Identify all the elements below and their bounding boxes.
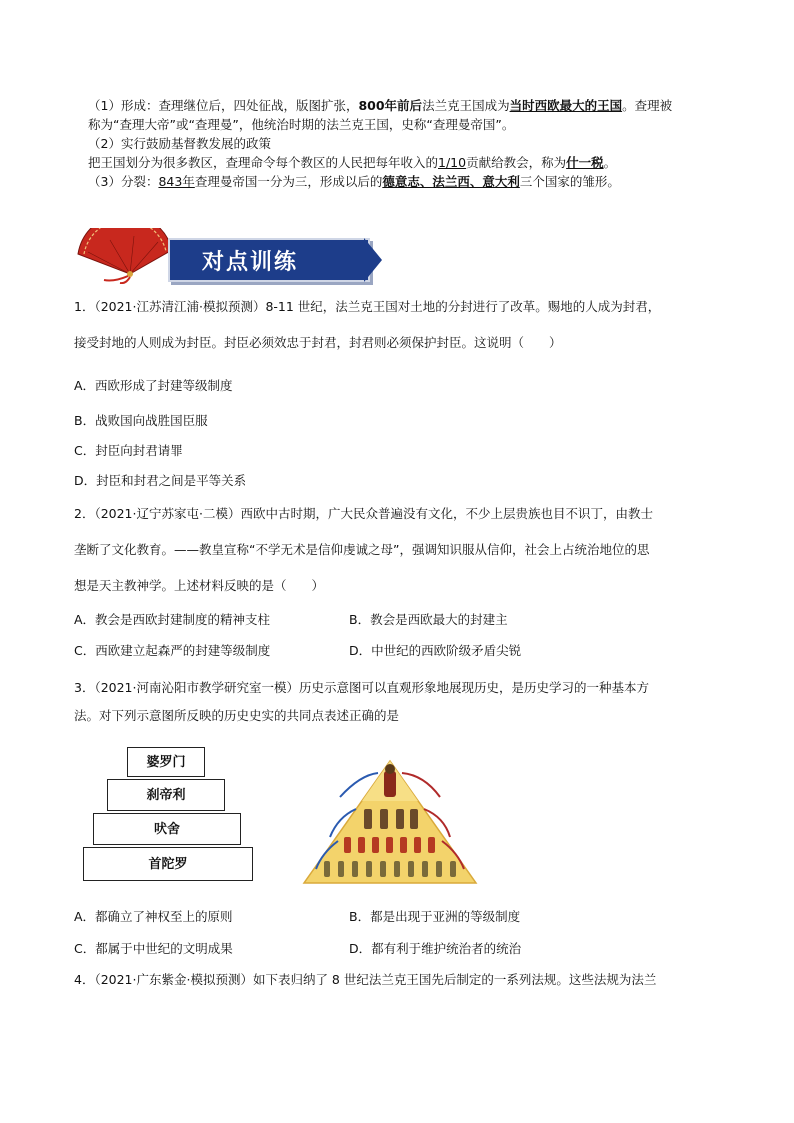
feudal-hierarchy-pyramid-image (300, 757, 480, 887)
highlight: 德意志、法兰西、意大利 (382, 174, 520, 189)
text: 三个国家的雏形。 (519, 174, 620, 189)
question-1-option-c[interactable]: C．封臣向封君请罪 (74, 443, 183, 458)
caste-tier-kshatriya: 刹帝利 (107, 779, 225, 811)
highlight: 什一税 (566, 155, 604, 170)
question-2-stem (74, 496, 734, 604)
question-1-option-b[interactable]: B．战败国向战胜国臣服 (74, 413, 208, 428)
intro-line-tithe (88, 153, 728, 172)
text: 法兰克王国成为 (422, 98, 510, 113)
question-3-option-a[interactable]: A．都确立了神权至上的原则 (74, 909, 233, 924)
banner-arrow-icon (364, 238, 382, 282)
intro-line-formation (88, 96, 728, 115)
highlight: 当时西欧最大的王国 (509, 98, 623, 113)
question-3-option-d[interactable]: D．都有利于维护统治者的统治 (349, 941, 522, 956)
question-2-option-d[interactable]: D．中世纪的西欧阶级矛盾尖锐 (349, 643, 522, 658)
caste-tier-vaishya: 吠舍 (93, 813, 241, 845)
question-1-stem (74, 289, 734, 361)
intro-line-charlemagne: 称为“查理大帝”或“查理曼”，他统治时期的法兰克王国，史称“查理曼帝国”。 (88, 117, 515, 132)
banner-title: 对点训练 (202, 249, 299, 275)
text: 把王国划分为很多教区，查理命令每个教区的人民把每年收入的 (88, 155, 439, 170)
caste-pyramid-diagram (83, 747, 253, 881)
text: （1）形成：查理继位后，四处征战，版图扩张， (88, 98, 359, 113)
question-3-line: 3．（2021·河南沁阳市教学研究室一模）历史示意图可以直观形象地展现历史，是历史学习的一种基本方 (74, 680, 649, 695)
highlight: 843年 (158, 174, 195, 189)
caste-tier-shudra: 首陀罗 (83, 847, 253, 881)
question-1-option-a[interactable]: A．西欧形成了封建等级制度 (74, 378, 233, 393)
question-2-option-b[interactable]: B．教会是西欧最大的封建主 (349, 612, 508, 627)
text: （3）分裂： (88, 174, 159, 189)
question-2-line: 想是天主教神学。上述材料反映的是（ ） (74, 578, 325, 593)
question-1-option-d[interactable]: D．封臣和封君之间是平等关系 (74, 473, 247, 488)
question-1-line: 1．（2021·江苏清江浦·模拟预测）8-11 世纪，法兰克王国对土地的分封进行了改革。赐地的人成为封君， (74, 299, 661, 314)
section-banner (70, 228, 390, 284)
question-2-line: 2．（2021·辽宁苏家屯·二模）西欧中古时期，广大民众普遍没有文化，不少上层贵族也目不识丁，由教士 (74, 506, 653, 521)
question-1-line: 接受封地的人则成为封臣。封臣必须效忠于封君，封君则必须保护封臣。这说明（ ） (74, 335, 562, 350)
intro-line-policy: （2）实行鼓励基督教发展的政策 (88, 136, 271, 151)
fan-icon (70, 228, 180, 284)
question-4-line: 4．（2021·广东紫金·模拟预测）如下表归纳了 8 世纪法兰克王国先后制定的一系列法规。这些法规为法兰 (74, 972, 657, 987)
highlight: 800年前后 (358, 98, 423, 113)
intro-line-split (88, 172, 728, 191)
question-2-line: 垄断了文化教育。——教皇宣称“不学无术是信仰虔诚之母”，强调知识服从信仰，社会上占统治地位的思 (74, 542, 650, 557)
question-2-option-c[interactable]: C．西欧建立起森严的封建等级制度 (74, 643, 271, 658)
text: 贡献给教会，称为 (466, 155, 567, 170)
highlight: 1/10 (438, 155, 467, 170)
text: 。查理被 (622, 98, 673, 113)
banner-box (168, 238, 370, 282)
question-3-stem (74, 670, 734, 726)
intro-summary (88, 96, 728, 191)
text: 。 (603, 155, 617, 170)
question-3-line: 法。对下列示意图所反映的历史史实的共同点表述正确的是 (74, 708, 400, 723)
question-2-option-a[interactable]: A．教会是西欧封建制度的精神支柱 (74, 612, 271, 627)
text: 查理曼帝国一分为三，形成以后的 (194, 174, 383, 189)
question-4-stem (74, 962, 734, 998)
question-3-option-c[interactable]: C．都属于中世纪的文明成果 (74, 941, 233, 956)
question-3-option-b[interactable]: B．都是出现于亚洲的等级制度 (349, 909, 521, 924)
caste-tier-brahmin: 婆罗门 (127, 747, 205, 777)
